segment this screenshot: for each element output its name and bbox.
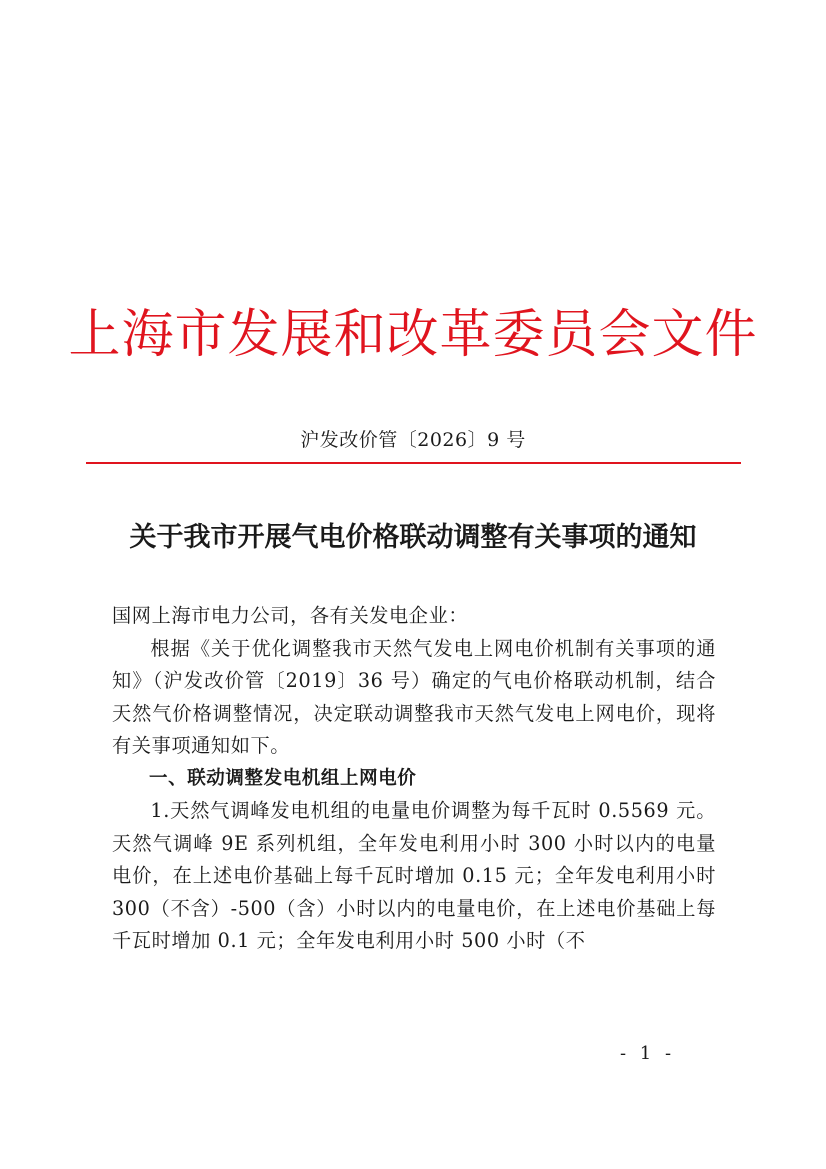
masthead-title: 上海市发展和改革委员会文件: [68, 305, 758, 365]
document-number: 沪发改价管〔2026〕9 号: [300, 429, 526, 451]
document-body: [112, 600, 716, 958]
section-heading-1: 一、联动调整发电机组上网电价: [149, 767, 417, 789]
item-paragraph-1: 1.天然气调峰发电机组的电量电价调整为每千瓦时 0.5569 元。天然气调峰 9E 系列机组，全年发电利用小时 300 小时以内的电量电价，在上述电价基础上每千瓦时增加 0.15 元；全年发电利用小时 300（不含）-500（含）小时以内的电量电价，在上述电价基础上每千瓦时增加 0.1 元；全年发电利用小时 500 小时（不: [112, 799, 716, 952]
page-number: - 1 -: [620, 1043, 676, 1064]
intro-paragraph: 根据《关于优化调整我市天然气发电上网电价机制有关事项的通知》（沪发改价管〔2019〕36 号）确定的气电价格联动机制，结合天然气价格调整情况，决定联动调整我市天然气发电上网电价，现将有关事项通知如下。: [112, 636, 716, 757]
recipients-line: 国网上海市电力公司，各有关发电企业：: [112, 604, 469, 627]
notice-title: 关于我市开展气电价格联动调整有关事项的通知: [129, 522, 697, 553]
red-separator-rule: [86, 462, 741, 464]
